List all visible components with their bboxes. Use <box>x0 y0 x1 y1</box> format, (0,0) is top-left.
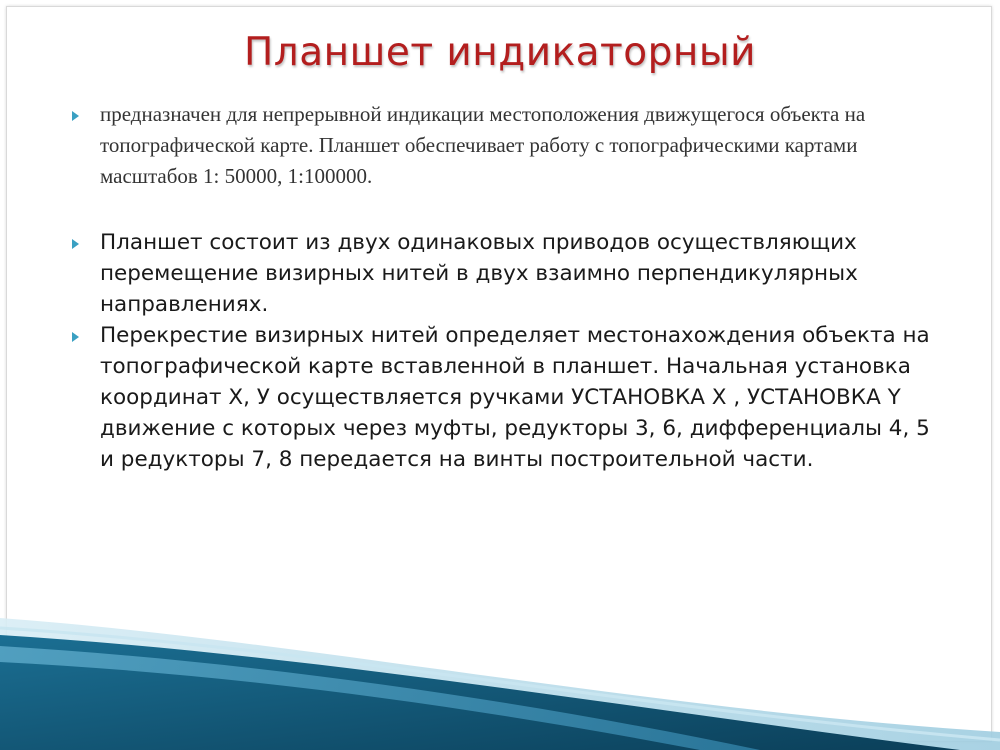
slide-title: Планшет индикаторный <box>243 30 757 75</box>
bullet-text: Планшет состоит из двух одинаковых приводов осуществляющих перемещение визирных нитей в двух взаимно перпендикулярных направлениях. <box>100 230 858 317</box>
triangle-right-icon <box>72 332 79 342</box>
bullet-text: предназначен для непрерывной индикации местоположения движущегося объекта на топографической карте. Планшет обеспечивает работу с топографическими картами масштабов 1: 50000, 1:100000. <box>100 102 866 188</box>
decorative-wave-band <box>0 600 1000 750</box>
triangle-right-icon <box>72 239 79 249</box>
triangle-right-icon <box>72 111 79 121</box>
bullet-text: Перекрестие визирных нитей определяет местонахождения объекта на топографической карте вставленной в планшет. Начальная установка координат X, У осуществляется ручками УСТАНОВКА X , УСТАНОВКА Y движение с которых через муфты, редукторы 3, 6, дифференциалы 4, 5 и редукторы 7, 8 передается на винты построительной части. <box>100 323 930 472</box>
